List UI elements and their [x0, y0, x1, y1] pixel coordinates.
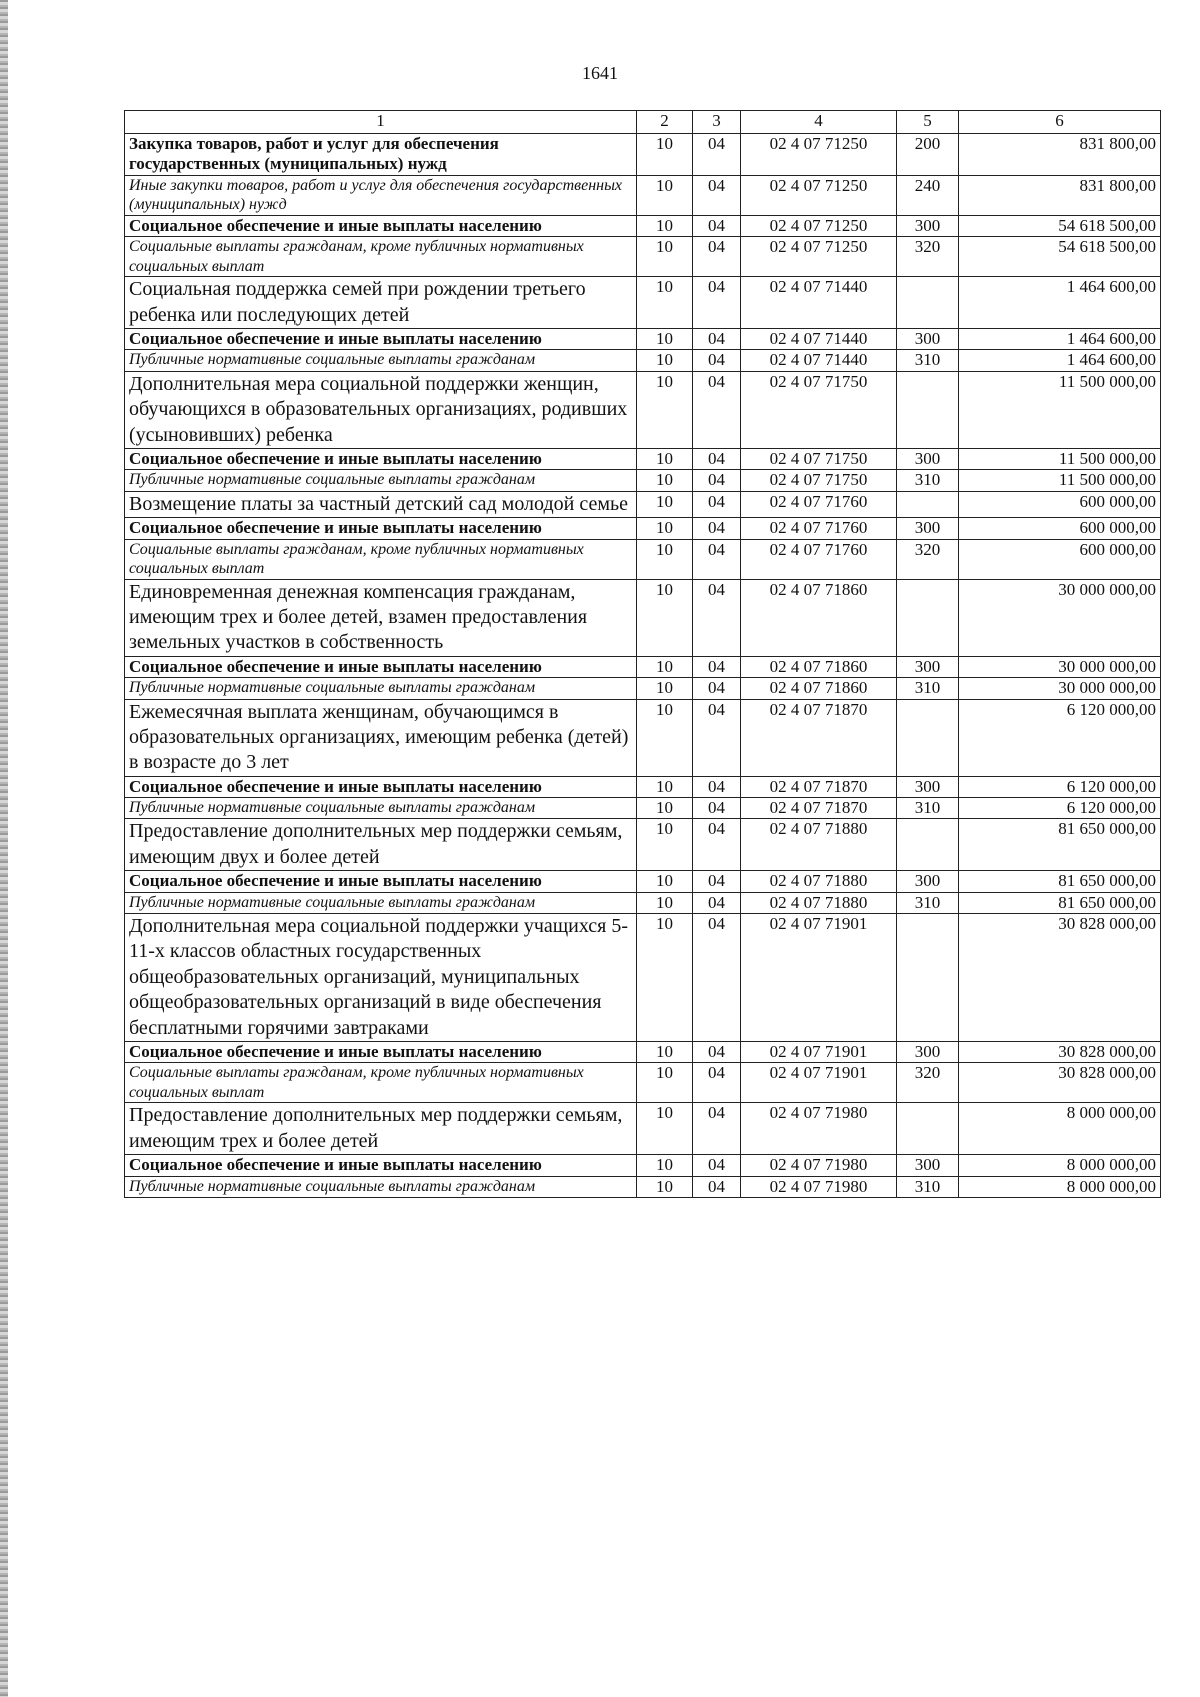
- row-amount-cell: 831 800,00: [959, 175, 1161, 215]
- row-section-cell: 10: [637, 350, 693, 371]
- row-expense-type-cell: 310: [897, 892, 959, 913]
- row-expense-type-cell: [897, 277, 959, 329]
- row-amount-cell: 81 650 000,00: [959, 819, 1161, 871]
- column-header: 2: [637, 111, 693, 134]
- row-amount-cell: 600 000,00: [959, 491, 1161, 517]
- row-subsection-cell: 04: [693, 1103, 741, 1155]
- row-amount-cell: 831 800,00: [959, 134, 1161, 176]
- row-name-cell: Возмещение платы за частный детский сад молодой семье: [125, 491, 637, 517]
- row-name-cell: Закупка товаров, работ и услуг для обеспечения государственных (муниципальных) нужд: [125, 134, 637, 176]
- table-row: [125, 699, 1161, 776]
- row-target-code-cell: 02 4 07 71750: [741, 470, 897, 491]
- row-expense-type-cell: [897, 699, 959, 776]
- row-name-cell: Социальное обеспечение и иные выплаты населению: [125, 329, 637, 350]
- row-target-code-cell: 02 4 07 71440: [741, 350, 897, 371]
- table-row: [125, 656, 1161, 677]
- row-expense-type-cell: 300: [897, 656, 959, 677]
- row-subsection-cell: 04: [693, 134, 741, 176]
- row-target-code-cell: 02 4 07 71980: [741, 1176, 897, 1197]
- table-row: [125, 1103, 1161, 1155]
- row-name-cell: Социальная поддержка семей при рождении третьего ребенка или последующих детей: [125, 277, 637, 329]
- row-target-code-cell: 02 4 07 71870: [741, 699, 897, 776]
- row-expense-type-cell: 200: [897, 134, 959, 176]
- row-section-cell: 10: [637, 871, 693, 892]
- row-name-cell: Единовременная денежная компенсация гражданам, имеющим трех и более детей, взамен предоставления земельных участков в собственность: [125, 579, 637, 656]
- column-header: 4: [741, 111, 897, 134]
- row-amount-cell: 11 500 000,00: [959, 371, 1161, 448]
- row-amount-cell: 30 000 000,00: [959, 678, 1161, 699]
- row-section-cell: 10: [637, 134, 693, 176]
- row-target-code-cell: 02 4 07 71901: [741, 1041, 897, 1062]
- row-expense-type-cell: 300: [897, 518, 959, 539]
- row-name-cell: Публичные нормативные социальные выплаты гражданам: [125, 678, 637, 699]
- row-subsection-cell: 04: [693, 518, 741, 539]
- row-section-cell: 10: [637, 175, 693, 215]
- row-subsection-cell: 04: [693, 1176, 741, 1197]
- row-subsection-cell: 04: [693, 871, 741, 892]
- row-section-cell: 10: [637, 892, 693, 913]
- table-row: [125, 914, 1161, 1042]
- row-name-cell: Предоставление дополнительных мер поддержки семьям, имеющим трех и более детей: [125, 1103, 637, 1155]
- row-subsection-cell: 04: [693, 656, 741, 677]
- row-amount-cell: 8 000 000,00: [959, 1155, 1161, 1176]
- row-target-code-cell: 02 4 07 71901: [741, 914, 897, 1042]
- row-subsection-cell: 04: [693, 350, 741, 371]
- row-amount-cell: 81 650 000,00: [959, 871, 1161, 892]
- row-amount-cell: 600 000,00: [959, 518, 1161, 539]
- row-section-cell: 10: [637, 518, 693, 539]
- row-amount-cell: 30 000 000,00: [959, 579, 1161, 656]
- row-target-code-cell: 02 4 07 71440: [741, 329, 897, 350]
- row-section-cell: 10: [637, 237, 693, 277]
- row-target-code-cell: 02 4 07 71880: [741, 819, 897, 871]
- row-name-cell: Социальное обеспечение и иные выплаты населению: [125, 518, 637, 539]
- row-section-cell: 10: [637, 699, 693, 776]
- row-name-cell: Иные закупки товаров, работ и услуг для обеспечения государственных (муниципальных) нужд: [125, 175, 637, 215]
- row-target-code-cell: 02 4 07 71250: [741, 134, 897, 176]
- table-row: [125, 329, 1161, 350]
- row-target-code-cell: 02 4 07 71980: [741, 1155, 897, 1176]
- row-expense-type-cell: 310: [897, 470, 959, 491]
- row-subsection-cell: 04: [693, 491, 741, 517]
- row-section-cell: 10: [637, 776, 693, 797]
- row-name-cell: Социальное обеспечение и иные выплаты населению: [125, 448, 637, 469]
- row-target-code-cell: 02 4 07 71860: [741, 678, 897, 699]
- row-section-cell: 10: [637, 579, 693, 656]
- row-name-cell: Социальные выплаты гражданам, кроме публичных нормативных социальных выплат: [125, 237, 637, 277]
- row-name-cell: Публичные нормативные социальные выплаты гражданам: [125, 350, 637, 371]
- row-subsection-cell: 04: [693, 699, 741, 776]
- row-expense-type-cell: 320: [897, 237, 959, 277]
- table-row: [125, 1176, 1161, 1197]
- row-expense-type-cell: 320: [897, 539, 959, 579]
- table-row: [125, 539, 1161, 579]
- row-expense-type-cell: [897, 819, 959, 871]
- row-amount-cell: 1 464 600,00: [959, 277, 1161, 329]
- row-section-cell: 10: [637, 329, 693, 350]
- budget-table: [124, 110, 1161, 1198]
- row-subsection-cell: 04: [693, 539, 741, 579]
- row-amount-cell: 6 120 000,00: [959, 798, 1161, 819]
- row-name-cell: Публичные нормативные социальные выплаты гражданам: [125, 798, 637, 819]
- row-subsection-cell: 04: [693, 819, 741, 871]
- table-row: [125, 277, 1161, 329]
- table-row: [125, 871, 1161, 892]
- row-expense-type-cell: 320: [897, 1063, 959, 1103]
- row-expense-type-cell: 310: [897, 1176, 959, 1197]
- row-subsection-cell: 04: [693, 776, 741, 797]
- table-row: [125, 175, 1161, 215]
- row-name-cell: Дополнительная мера социальной поддержки женщин, обучающихся в образовательных организациях, родивших (усыновивших) ребенка: [125, 371, 637, 448]
- row-section-cell: 10: [637, 1155, 693, 1176]
- row-target-code-cell: 02 4 07 71760: [741, 518, 897, 539]
- table-row: [125, 448, 1161, 469]
- row-subsection-cell: 04: [693, 1063, 741, 1103]
- row-expense-type-cell: 240: [897, 175, 959, 215]
- row-expense-type-cell: 300: [897, 1041, 959, 1062]
- row-name-cell: Предоставление дополнительных мер поддержки семьям, имеющим двух и более детей: [125, 819, 637, 871]
- column-header: 3: [693, 111, 741, 134]
- row-target-code-cell: 02 4 07 71750: [741, 371, 897, 448]
- row-target-code-cell: 02 4 07 71250: [741, 175, 897, 215]
- table-row: [125, 798, 1161, 819]
- table-row: [125, 892, 1161, 913]
- row-target-code-cell: 02 4 07 71870: [741, 776, 897, 797]
- row-target-code-cell: 02 4 07 71760: [741, 539, 897, 579]
- table-row: [125, 134, 1161, 176]
- table-row: [125, 776, 1161, 797]
- row-expense-type-cell: 300: [897, 776, 959, 797]
- table-row: [125, 371, 1161, 448]
- table-row: [125, 1063, 1161, 1103]
- row-section-cell: 10: [637, 448, 693, 469]
- row-name-cell: Социальное обеспечение и иные выплаты населению: [125, 1155, 637, 1176]
- table-row: [125, 579, 1161, 656]
- row-expense-type-cell: 310: [897, 798, 959, 819]
- row-amount-cell: 30 828 000,00: [959, 1063, 1161, 1103]
- row-target-code-cell: 02 4 07 71750: [741, 448, 897, 469]
- row-subsection-cell: 04: [693, 1155, 741, 1176]
- row-section-cell: 10: [637, 371, 693, 448]
- table-row: [125, 215, 1161, 236]
- row-amount-cell: 8 000 000,00: [959, 1103, 1161, 1155]
- row-target-code-cell: 02 4 07 71980: [741, 1103, 897, 1155]
- row-amount-cell: 8 000 000,00: [959, 1176, 1161, 1197]
- row-section-cell: 10: [637, 678, 693, 699]
- row-subsection-cell: 04: [693, 892, 741, 913]
- row-section-cell: 10: [637, 215, 693, 236]
- row-amount-cell: 600 000,00: [959, 539, 1161, 579]
- row-amount-cell: 6 120 000,00: [959, 699, 1161, 776]
- row-subsection-cell: 04: [693, 1041, 741, 1062]
- table-header-row: [125, 111, 1161, 134]
- page-number: 1641: [582, 63, 618, 83]
- row-target-code-cell: 02 4 07 71250: [741, 215, 897, 236]
- row-subsection-cell: 04: [693, 237, 741, 277]
- row-section-cell: 10: [637, 914, 693, 1042]
- row-name-cell: Публичные нормативные социальные выплаты гражданам: [125, 470, 637, 491]
- row-name-cell: Социальные выплаты гражданам, кроме публичных нормативных социальных выплат: [125, 539, 637, 579]
- row-expense-type-cell: 300: [897, 448, 959, 469]
- table-body: [125, 134, 1161, 1198]
- row-target-code-cell: 02 4 07 71880: [741, 871, 897, 892]
- row-expense-type-cell: 300: [897, 329, 959, 350]
- row-expense-type-cell: 310: [897, 678, 959, 699]
- row-target-code-cell: 02 4 07 71901: [741, 1063, 897, 1103]
- scan-edge-strip: [0, 0, 8, 1697]
- row-amount-cell: 54 618 500,00: [959, 215, 1161, 236]
- row-name-cell: Социальное обеспечение и иные выплаты населению: [125, 215, 637, 236]
- row-target-code-cell: 02 4 07 71760: [741, 491, 897, 517]
- row-amount-cell: 6 120 000,00: [959, 776, 1161, 797]
- row-amount-cell: 30 000 000,00: [959, 656, 1161, 677]
- row-expense-type-cell: [897, 914, 959, 1042]
- row-subsection-cell: 04: [693, 579, 741, 656]
- row-subsection-cell: 04: [693, 678, 741, 699]
- row-subsection-cell: 04: [693, 215, 741, 236]
- row-target-code-cell: 02 4 07 71870: [741, 798, 897, 819]
- table-row: [125, 350, 1161, 371]
- table-row: [125, 1041, 1161, 1062]
- row-section-cell: 10: [637, 1176, 693, 1197]
- row-amount-cell: 11 500 000,00: [959, 470, 1161, 491]
- row-expense-type-cell: [897, 371, 959, 448]
- row-subsection-cell: 04: [693, 448, 741, 469]
- row-section-cell: 10: [637, 1041, 693, 1062]
- table-row: [125, 819, 1161, 871]
- row-amount-cell: 1 464 600,00: [959, 329, 1161, 350]
- row-subsection-cell: 04: [693, 277, 741, 329]
- row-target-code-cell: 02 4 07 71880: [741, 892, 897, 913]
- row-expense-type-cell: 300: [897, 871, 959, 892]
- row-section-cell: 10: [637, 656, 693, 677]
- row-section-cell: 10: [637, 798, 693, 819]
- row-subsection-cell: 04: [693, 175, 741, 215]
- row-amount-cell: 30 828 000,00: [959, 1041, 1161, 1062]
- row-name-cell: Ежемесячная выплата женщинам, обучающимся в образовательных организациях, имеющим ребенка (детей) в возрасте до 3 лет: [125, 699, 637, 776]
- row-section-cell: 10: [637, 277, 693, 329]
- row-expense-type-cell: 300: [897, 215, 959, 236]
- row-expense-type-cell: [897, 1103, 959, 1155]
- row-section-cell: 10: [637, 819, 693, 871]
- row-amount-cell: 30 828 000,00: [959, 914, 1161, 1042]
- row-subsection-cell: 04: [693, 371, 741, 448]
- column-header: 1: [125, 111, 637, 134]
- row-name-cell: Социальное обеспечение и иные выплаты населению: [125, 656, 637, 677]
- column-header: 6: [959, 111, 1161, 134]
- row-expense-type-cell: 300: [897, 1155, 959, 1176]
- table-row: [125, 518, 1161, 539]
- row-name-cell: Публичные нормативные социальные выплаты гражданам: [125, 1176, 637, 1197]
- row-amount-cell: 54 618 500,00: [959, 237, 1161, 277]
- row-section-cell: 10: [637, 1063, 693, 1103]
- row-amount-cell: 11 500 000,00: [959, 448, 1161, 469]
- row-subsection-cell: 04: [693, 798, 741, 819]
- table-row: [125, 237, 1161, 277]
- table-row: [125, 1155, 1161, 1176]
- row-name-cell: Дополнительная мера социальной поддержки учащихся 5-11-х классов областных государственных общеобразовательных организаций, муниципальных общеобразовательных организаций в виде обеспечения бесплатными горячими завтраками: [125, 914, 637, 1042]
- table-row: [125, 678, 1161, 699]
- row-name-cell: Социальное обеспечение и иные выплаты населению: [125, 776, 637, 797]
- row-target-code-cell: 02 4 07 71860: [741, 656, 897, 677]
- row-name-cell: Социальное обеспечение и иные выплаты населению: [125, 871, 637, 892]
- table-row: [125, 491, 1161, 517]
- row-target-code-cell: 02 4 07 71250: [741, 237, 897, 277]
- row-expense-type-cell: [897, 579, 959, 656]
- row-amount-cell: 1 464 600,00: [959, 350, 1161, 371]
- row-section-cell: 10: [637, 1103, 693, 1155]
- row-subsection-cell: 04: [693, 329, 741, 350]
- row-section-cell: 10: [637, 539, 693, 579]
- column-header: 5: [897, 111, 959, 134]
- row-target-code-cell: 02 4 07 71860: [741, 579, 897, 656]
- row-subsection-cell: 04: [693, 914, 741, 1042]
- row-section-cell: 10: [637, 470, 693, 491]
- row-name-cell: Социальные выплаты гражданам, кроме публичных нормативных социальных выплат: [125, 1063, 637, 1103]
- row-name-cell: Социальное обеспечение и иные выплаты населению: [125, 1041, 637, 1062]
- row-expense-type-cell: [897, 491, 959, 517]
- row-amount-cell: 81 650 000,00: [959, 892, 1161, 913]
- row-target-code-cell: 02 4 07 71440: [741, 277, 897, 329]
- row-name-cell: Публичные нормативные социальные выплаты гражданам: [125, 892, 637, 913]
- table-row: [125, 470, 1161, 491]
- row-expense-type-cell: 310: [897, 350, 959, 371]
- row-subsection-cell: 04: [693, 470, 741, 491]
- row-section-cell: 10: [637, 491, 693, 517]
